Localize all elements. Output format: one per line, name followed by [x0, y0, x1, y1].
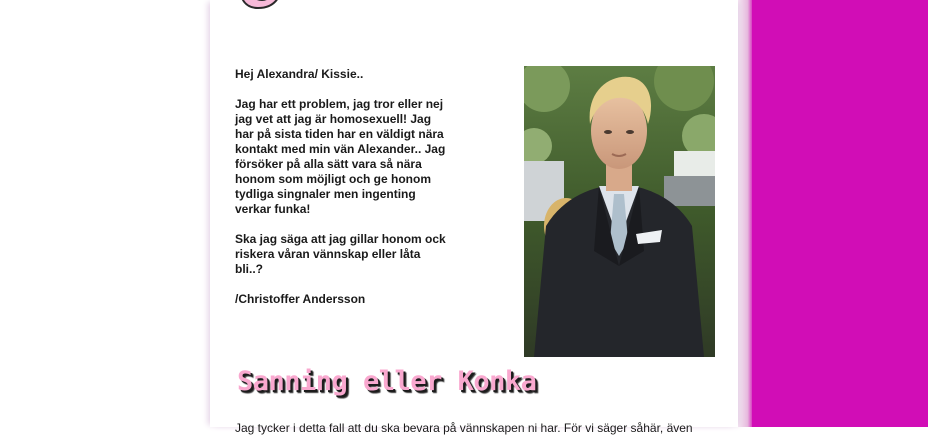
- portrait-image: [524, 66, 715, 357]
- answer-text: Jag tycker i detta fall att du ska bevara på vännskapen ni har. För vi säger såhär, även: [235, 421, 693, 435]
- answer-section-title: Sanning eller Konka: [237, 366, 537, 397]
- letter-signature: /Christoffer Andersson: [235, 292, 366, 306]
- letter-paragraph: Jag har ett problem, jag tror eller nej jag vet att jag är homosexuell! Jag har på sista tiden har en väldigt nära kontakt med min vän Alexander.. Jag försöker på alla sätt vara så nära honom som möjligt och ge honom tydliga singnaler men ingenting verkar funka!: [235, 97, 446, 216]
- letter-photo: [524, 66, 715, 357]
- pink-logo-icon: [238, 0, 282, 10]
- pink-side-band: [752, 0, 928, 427]
- letter-paragraph: Ska jag säga att jag gillar honom ock riskera våran vännskap eller låta bli..?: [235, 232, 446, 276]
- reader-letter: [235, 67, 450, 307]
- letter-greeting: Hej Alexandra/ Kissie..: [235, 67, 364, 81]
